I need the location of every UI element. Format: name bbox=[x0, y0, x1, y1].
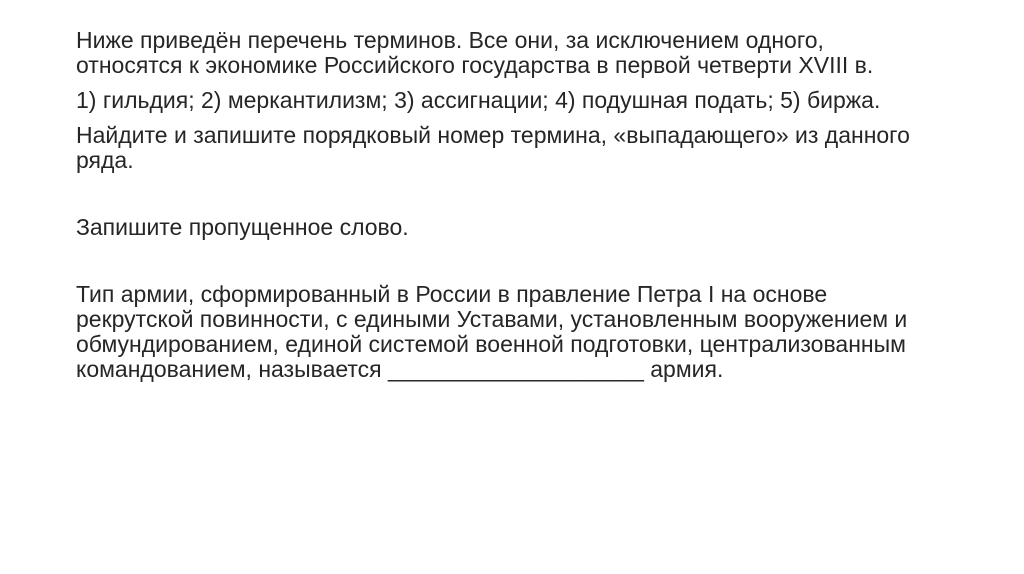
army-question-paragraph: Тип армии, сформированный в России в правление Петра I на основе рекрутской повинности, с едиными Уставами, установленным вооружением и обмундированием, единой системой военной подготовки, централизованным командованием, называется ____________________ армия. bbox=[76, 281, 908, 382]
task-write-word-paragraph: Запишите пропущенное слово. bbox=[76, 214, 409, 240]
slide-text-body bbox=[76, 28, 936, 382]
intro-paragraph: Ниже приведён перечень терминов. Все они, за исключением одного, относятся к экономике Российского государства в первой четверти XVIII в. bbox=[76, 27, 874, 78]
task-find-term-paragraph: Найдите и запишите порядковый номер термина, «выпадающего» из данного ряда. bbox=[76, 122, 910, 173]
terms-list-paragraph: 1) гильдия; 2) меркантилизм; 3) ассигнации; 4) подушная подать; 5) биржа. bbox=[76, 87, 881, 113]
